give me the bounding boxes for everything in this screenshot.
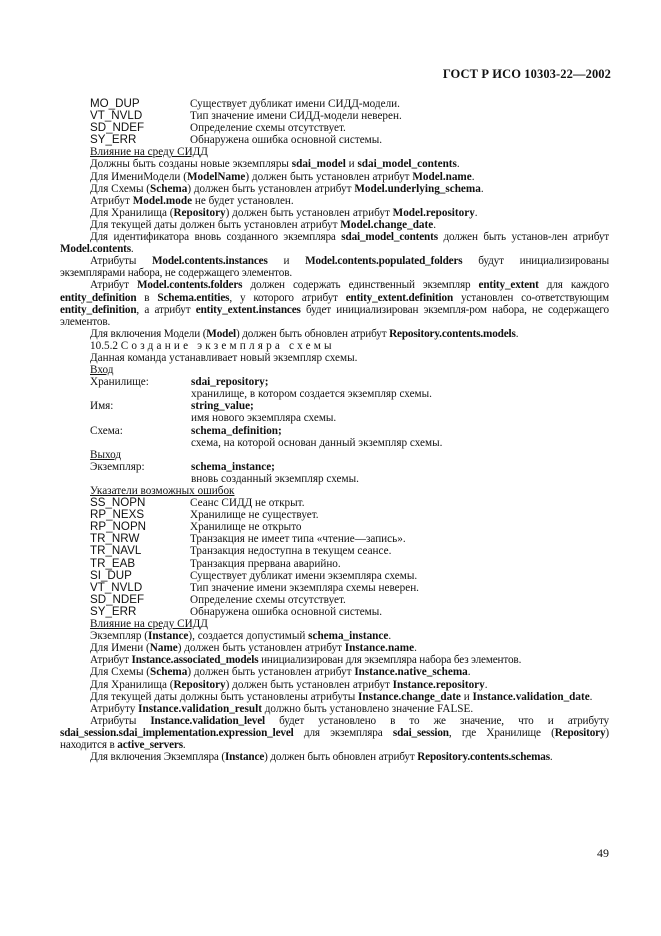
param-desc: хранилище, в котором создается экземпляр схемы. — [191, 388, 432, 401]
error-code: SI_DUP — [90, 568, 132, 582]
param-row — [60, 376, 609, 388]
paragraph: Должны быть созданы новые экземпляры sdai_model и sdai_model_contents. — [90, 158, 460, 171]
error-desc: Существует дубликат имени экземпляра схемы. — [190, 569, 418, 582]
paragraph: Для ИмениМодели (ModelName) должен быть установлен атрибут Model.name. — [90, 170, 475, 183]
error-code: TR_NAVL — [90, 544, 142, 558]
input-heading: Вход — [90, 364, 114, 377]
param-desc: схема, на которой основан данный экземпляр схемы. — [191, 436, 443, 449]
paragraph: Атрибут Model.contents.folders должен содержать единственный экземпляр entity_extent для каждого entity_definition в Schema.entities, у которого атрибут entity_extent.definition установлен со-ответствующим entity_definition, а атрибут entity_extent.instances будет инициализирован экземпля-ром набора, не содержащего элементов. — [60, 279, 609, 328]
error-desc: Транзакция прервана аварийно. — [190, 557, 341, 570]
paragraph: Для Схемы (Schema) должен быть установлен атрибут Instance.native_schema. — [90, 666, 471, 679]
error-code: TR_NRW — [90, 532, 140, 546]
page-number: 49 — [597, 846, 609, 860]
error-desc: Транзакция не имеет типа «чтение—запись». — [190, 533, 406, 546]
paragraph: Атрибут Instance.associated_models инициализирован для экземпляра набора без элементов. — [90, 654, 522, 667]
param-row — [60, 461, 609, 473]
param-label: Имя: — [90, 400, 114, 413]
param-type: string_value; — [191, 400, 254, 413]
error-desc: Обнаружена ошибка основной системы. — [190, 605, 383, 618]
error-row — [60, 545, 609, 557]
error-desc: Существует дубликат имени СИДД-модели. — [190, 98, 400, 110]
paragraph: Атрибуты Instance.validation_level будет установлено в то же значение, что и атрибуту sdai_session.sdai_implementation.expression_level для экземпляра sdai_session, где Хранилище (Repository) находится в active_servers. — [60, 714, 609, 751]
paragraph: Для Хранилища (Repository) должен быть установлен атрибут Instance.repository. — [90, 678, 488, 691]
param-desc: имя нового экземпляра схемы. — [191, 412, 337, 425]
paragraph: Для текущей даты должны быть установлены атрибуты Instance.change_date и Instance.validation_date. — [90, 690, 593, 703]
error-row — [60, 594, 609, 606]
section-heading — [60, 340, 609, 352]
param-label: Схема: — [90, 424, 123, 437]
paragraph: Для включения Модели (Model) должен быть обновлен атрибут Repository.contents.models. — [90, 327, 519, 340]
error-desc: Сеанс СИДД не открыт. — [190, 497, 305, 510]
error-desc: Тип значение имени СИДД-модели неверен. — [190, 110, 402, 123]
section-intro: Данная команда устанавливает новый экземпляр схемы. — [90, 351, 358, 364]
error-row — [60, 122, 609, 134]
paragraph: Для идентификатора вновь созданного экземпляра sdai_model_contents должен быть установ-лен атрибут Model.contents. — [60, 231, 609, 256]
error-desc: Хранилище не существует. — [190, 509, 319, 522]
paragraph: Атрибуты Model.contents.instances и Model.contents.populated_folders будут инициализированы экземплярами набора, не содержащего элементов. — [60, 255, 609, 280]
section-title: Создание экземпляра схемы — [120, 339, 335, 352]
paragraph: Для включения Экземпляра (Instance) должен быть обновлен атрибут Repository.contents.schemas. — [90, 751, 553, 764]
section-number: 10.5.2 — [90, 339, 118, 352]
error-row — [60, 570, 609, 582]
error-desc: Хранилище не открыто — [190, 521, 302, 534]
paragraph: Для текущей даты должен быть установлен атрибут Model.change_date. — [90, 218, 437, 231]
paragraph: Атрибут Model.mode не будет установлен. — [90, 194, 294, 207]
error-row — [60, 134, 609, 146]
errors-heading: Указатели возможных ошибок — [90, 485, 235, 497]
error-code: SD_NDEF — [90, 592, 145, 606]
param-label: Экземпляр: — [90, 460, 145, 473]
error-code: SS_NOPN — [90, 496, 146, 510]
param-type: sdai_repository; — [191, 376, 269, 389]
error-code: RP_NOPN — [90, 520, 147, 534]
error-list — [60, 497, 609, 618]
param-desc: вновь созданный экземпляр схемы. — [191, 472, 359, 485]
param-row — [60, 400, 609, 412]
impact-heading: Влияние на среду СИДД — [90, 618, 208, 631]
output-heading: Выход — [90, 448, 122, 461]
error-code: SY_ERR — [90, 604, 137, 618]
error-row — [60, 533, 609, 545]
paragraph: Экземпляр (Instance), создается допустимый schema_instance. — [90, 630, 392, 643]
paragraph: Для Схемы (Schema) должен быть установлен атрибут Model.underlying_schema. — [90, 182, 484, 195]
param-type: schema_instance; — [191, 460, 275, 473]
page-body — [60, 98, 609, 763]
error-row — [60, 606, 609, 618]
param-label: Хранилище: — [90, 376, 149, 389]
param-type: schema_definition; — [191, 424, 282, 437]
error-desc: Определение схемы отсутствует. — [190, 593, 346, 606]
error-row — [60, 558, 609, 570]
error-desc: Тип значение имени экземпляра схемы неверен. — [190, 581, 419, 594]
paragraph: Атрибуту Instance.validation_result должно быть установлено значение FALSE. — [90, 702, 474, 715]
error-code: MO_DUP — [90, 97, 140, 110]
error-desc: Обнаружена ошибка основной системы. — [190, 134, 383, 147]
error-code: RP_NEXS — [90, 508, 145, 522]
param-row — [60, 425, 609, 437]
error-code: VT_NVLD — [90, 109, 143, 123]
error-code: SY_ERR — [90, 133, 137, 147]
impact-heading: Влияние на среду СИДД — [90, 146, 208, 159]
error-list-top — [60, 98, 609, 146]
paragraph: Для Имени (Name) должен быть установлен атрибут Instance.name. — [90, 642, 417, 655]
error-desc: Транзакция недоступна в текущем сеансе. — [190, 545, 392, 558]
page-header: ГОСТ Р ИСО 10303-22—2002 — [442, 67, 611, 81]
paragraph: Для Хранилища (Repository) должен быть установлен атрибут Model.repository. — [90, 206, 478, 219]
error-code: SD_NDEF — [90, 121, 145, 135]
error-row — [60, 521, 609, 533]
error-code: VT_NVLD — [90, 580, 143, 594]
error-code: TR_EAB — [90, 556, 136, 570]
error-desc: Определение схемы отсутствует. — [190, 122, 346, 135]
error-row — [60, 98, 609, 110]
